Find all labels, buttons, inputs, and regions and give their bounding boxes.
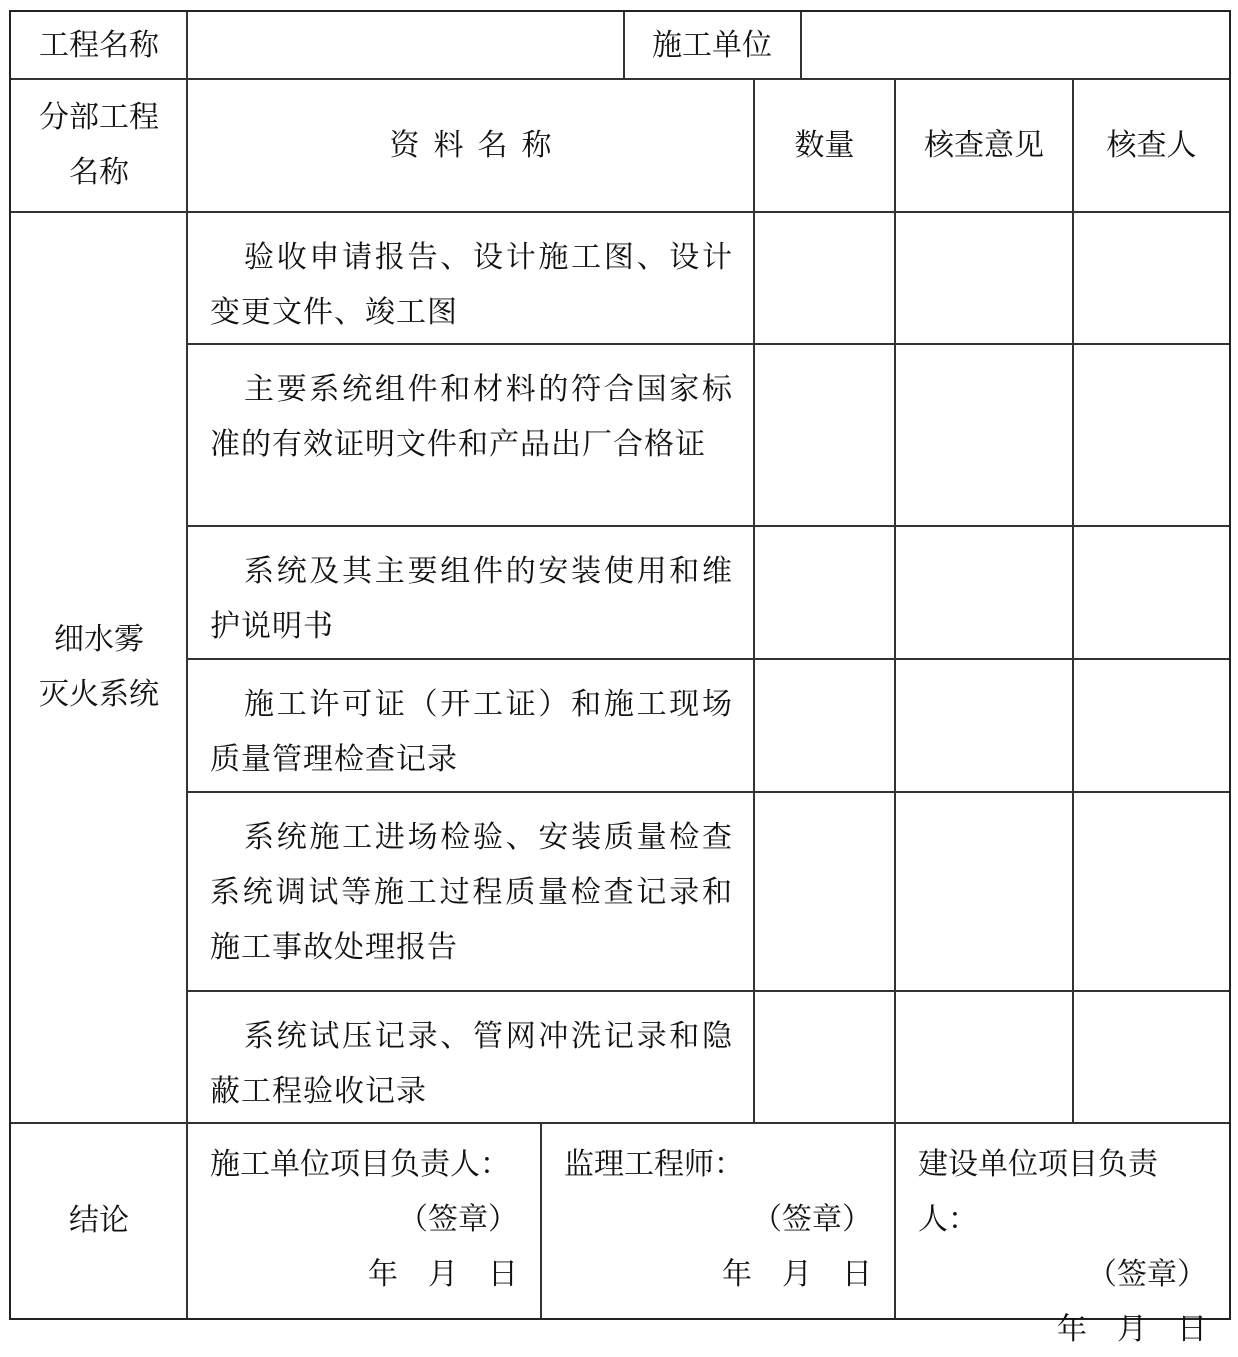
reviewer-cell[interactable] <box>1074 659 1229 791</box>
sub-project-name: 细水雾 灭火系统 <box>39 622 159 712</box>
review-opinion-cell[interactable] <box>896 991 1072 1122</box>
quantity-cell[interactable] <box>755 991 894 1122</box>
supervisor-signature-block[interactable] <box>542 1123 894 1318</box>
signature-title: 监理工程师： <box>564 1147 744 1182</box>
review-opinion-heading: 核查意见 <box>924 127 1044 163</box>
owner-signature-block[interactable] <box>896 1123 1229 1347</box>
document-name-heading: 资料名称 <box>389 127 566 163</box>
document-item: 系统试压记录、管网冲洗记录和隐蔽工程验收记录 <box>210 1019 733 1109</box>
quantity-cell[interactable] <box>755 526 894 658</box>
signature-date: 年 月 日 <box>722 1257 872 1292</box>
reviewer-cell[interactable] <box>1074 344 1229 525</box>
project-name-field[interactable] <box>188 12 623 78</box>
signature-title: 施工单位项目负责人： <box>210 1147 510 1182</box>
project-name-label: 工程名称 <box>39 27 159 63</box>
reviewer-heading: 核查人 <box>1106 127 1197 163</box>
signature-date: 年 月 日 <box>368 1257 518 1292</box>
reviewer-cell[interactable] <box>1074 212 1229 343</box>
signature-seal: （签章） <box>398 1202 518 1237</box>
contractor-field[interactable] <box>801 12 1229 78</box>
acceptance-checklist-form <box>9 10 1231 1347</box>
document-item: 主要系统组件和材料的符合国家标准的有效证明文件和产品出厂合格证 <box>210 372 733 462</box>
signature-seal: （签章） <box>1087 1257 1207 1292</box>
review-opinion-cell[interactable] <box>896 212 1072 343</box>
quantity-cell[interactable] <box>755 659 894 791</box>
reviewer-cell[interactable] <box>1074 526 1229 658</box>
review-opinion-cell[interactable] <box>896 792 1072 990</box>
contractor-label: 施工单位 <box>652 27 772 63</box>
document-item: 系统及其主要组件的安装使用和维护说明书 <box>210 554 733 644</box>
review-opinion-cell[interactable] <box>896 526 1072 658</box>
conclusion-label: 结论 <box>69 1203 129 1238</box>
signature-date: 年 月 日 <box>1057 1312 1207 1347</box>
quantity-cell[interactable] <box>755 792 894 990</box>
sub-project-heading: 分部工程 名称 <box>39 100 159 190</box>
quantity-cell[interactable] <box>755 212 894 343</box>
quantity-heading: 数量 <box>794 127 855 163</box>
document-item: 验收申请报告、设计施工图、设计变更文件、竣工图 <box>210 240 733 330</box>
review-opinion-cell[interactable] <box>896 344 1072 525</box>
signature-title: 建设单位项目负责人： <box>918 1147 1158 1237</box>
signature-seal: （签章） <box>752 1202 872 1237</box>
reviewer-cell[interactable] <box>1074 991 1229 1122</box>
document-item: 系统施工进场检验、安装质量检查系统调试等施工过程质量检查记录和施工事故处理报告 <box>210 820 733 965</box>
review-opinion-cell[interactable] <box>896 659 1072 791</box>
contractor-signature-block[interactable] <box>188 1123 540 1318</box>
quantity-cell[interactable] <box>755 344 894 525</box>
reviewer-cell[interactable] <box>1074 792 1229 990</box>
document-item: 施工许可证（开工证）和施工现场质量管理检查记录 <box>210 687 733 777</box>
